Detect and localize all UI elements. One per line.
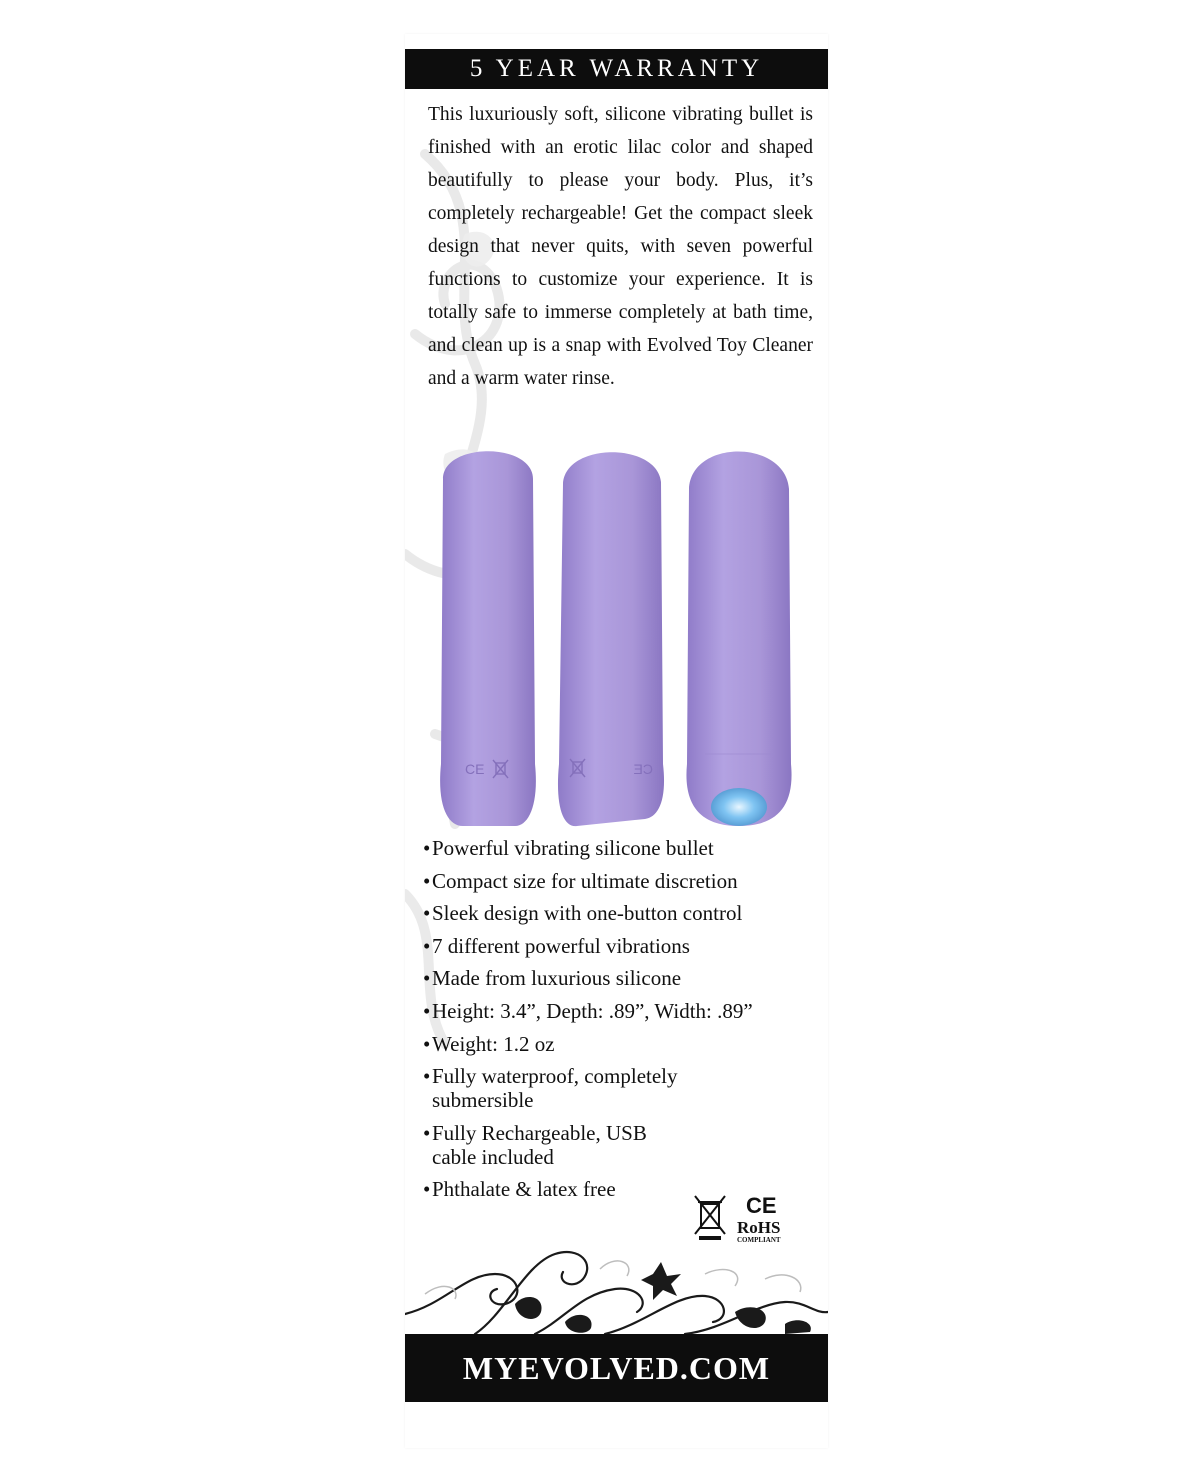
package-back-panel (405, 34, 828, 1448)
warranty-banner: 5 YEAR WARRANTY (405, 49, 828, 89)
feature-text: 7 different powerful vibrations (432, 933, 690, 958)
bullet-mark: • (423, 901, 431, 926)
feature-item (423, 901, 823, 925)
product-description: This luxuriously soft, silicone vibrating bullet is finished with an erotic lilac color and shaped beautifully to please your body. Plus, it’s completely rechargeable! Get the compact sleek design that never quits, with seven powerful functions to customize your experience. It is totally safe to immerse completely at bath time, and clean up is a snap with Evolved Toy Cleaner and a warm water rinse. (428, 104, 813, 389)
feature-text: Phthalate & latex free (432, 1177, 616, 1202)
feature-text: Height: 3.4”, Depth: .89”, Width: .89” (432, 998, 753, 1023)
bullet-mark: • (423, 933, 431, 958)
rohs-label: RoHS (737, 1218, 781, 1237)
ce-mark-icon: CE (465, 761, 485, 777)
ce-mark-mirrored-icon: CE (633, 761, 653, 777)
bullet-mark: • (423, 1031, 431, 1056)
footer-ornament (405, 1234, 828, 1334)
feature-text: Made from luxurious silicone (432, 966, 682, 991)
bullet-mark: • (423, 998, 431, 1023)
bullet-mark: • (423, 1177, 431, 1202)
bullet-mark: • (423, 966, 431, 991)
feature-item (423, 999, 823, 1023)
feature-item (423, 966, 823, 990)
bullet-mark: • (423, 868, 431, 893)
website-banner (405, 1334, 828, 1402)
bullet-mark: • (423, 836, 431, 860)
bullet-mark: • (423, 1064, 431, 1089)
feature-list (423, 836, 823, 1210)
rohs-compliant-label: COMPLIANT (737, 1236, 781, 1244)
feature-text: Fully waterproof, completely submersible (432, 1064, 678, 1113)
feature-item (423, 1064, 823, 1112)
feature-item (423, 934, 823, 958)
product-images (405, 434, 828, 834)
feature-text: Powerful vibrating silicone bullet (432, 836, 714, 860)
power-button-icon (711, 788, 767, 826)
certification-logos (693, 1182, 818, 1247)
ce-cert-mark: CE (746, 1193, 777, 1218)
bullet-mark: • (423, 1120, 431, 1145)
product-view-side (558, 452, 664, 826)
feature-text: Compact size for ultimate discretion (432, 868, 738, 893)
website-url[interactable]: MYEVOLVED.COM (462, 1349, 771, 1386)
feature-item (423, 1032, 823, 1056)
product-view-front (686, 452, 791, 827)
feature-item (423, 1121, 823, 1169)
weee-bin-icon-cert (695, 1196, 725, 1238)
feature-text: Weight: 1.2 oz (432, 1031, 555, 1056)
feature-item (423, 836, 823, 860)
feature-text: Sleek design with one-button control (432, 901, 743, 926)
feature-text: Fully Rechargeable, USB cable included (432, 1120, 647, 1169)
product-view-back (440, 451, 536, 826)
feature-item (423, 869, 823, 893)
